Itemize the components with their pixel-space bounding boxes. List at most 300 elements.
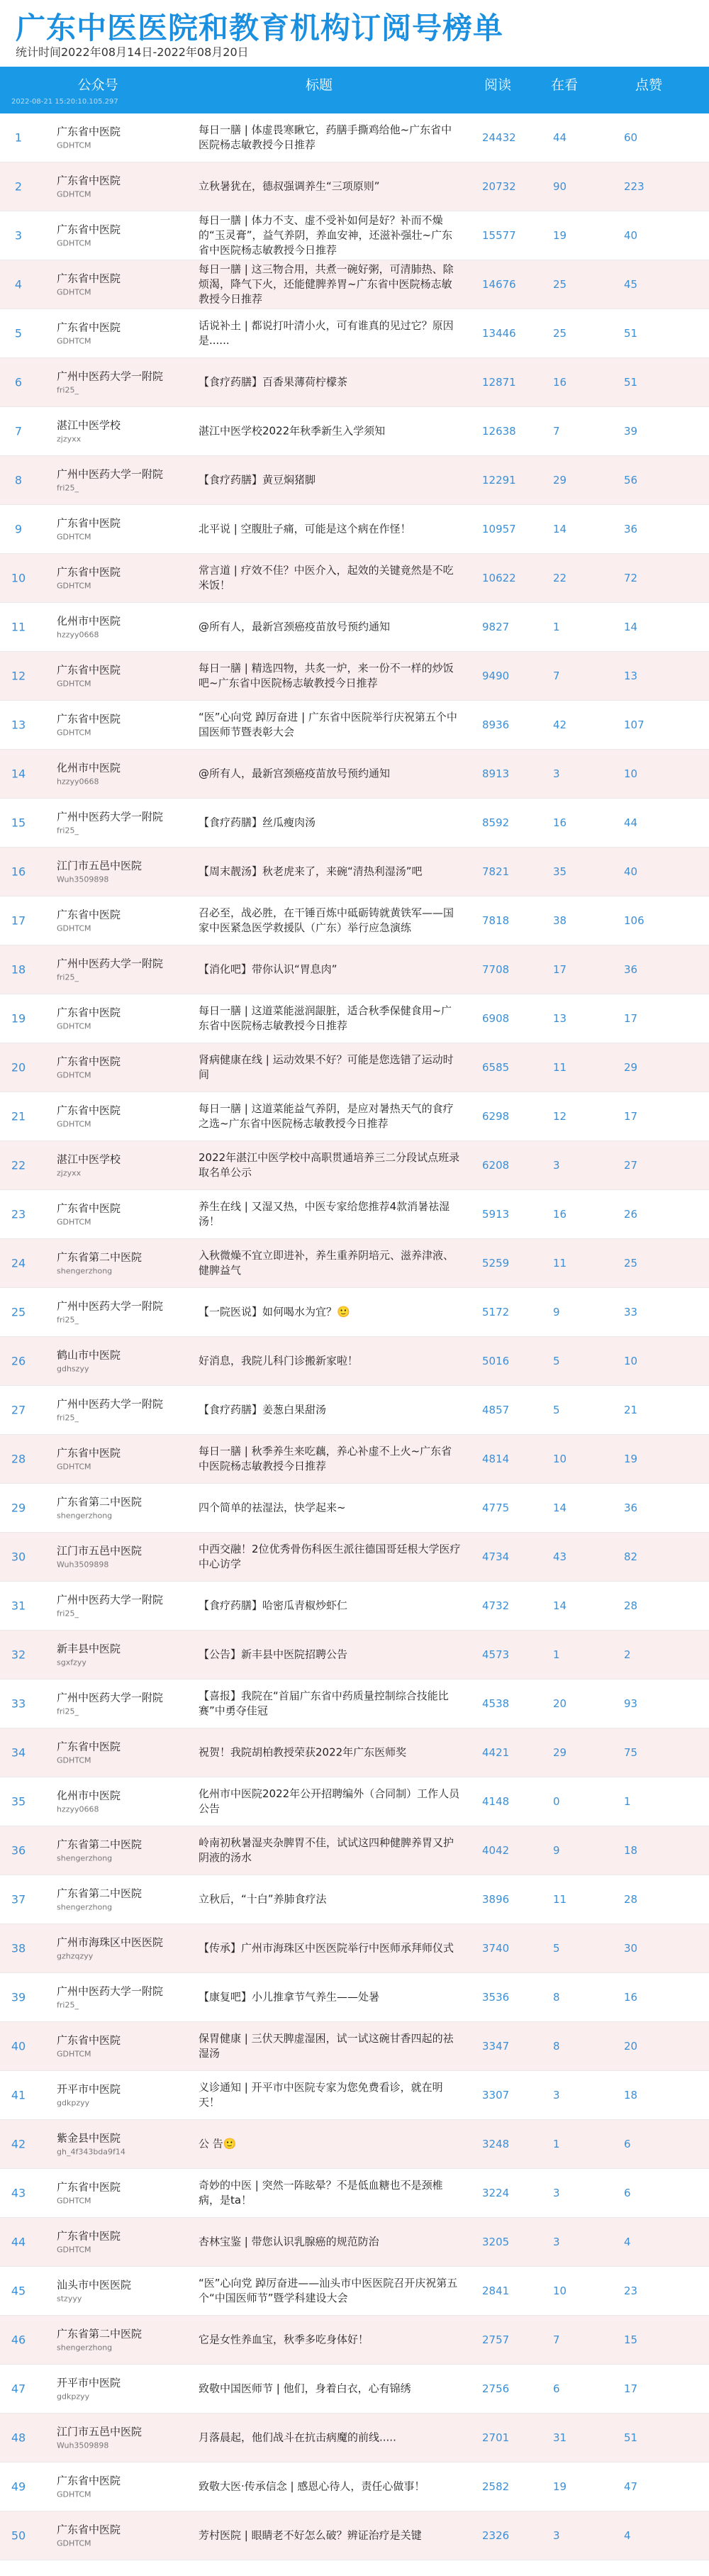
account-id: GDHTCM [57,189,91,199]
article-title-link[interactable]: 【康复吧】小儿推拿节气养生——处暑 [199,1990,380,2004]
like-count: 44 [624,816,638,829]
table-row[interactable] [0,945,709,994]
look-count: 12 [553,1110,567,1123]
like-count: 36 [624,1501,638,1514]
account-id: Wuh3509898 [57,875,109,884]
article-title-link[interactable]: 【食疗药膳】丝瓜瘦肉汤 [199,816,316,829]
read-count: 4421 [482,1746,510,1759]
article-title-link[interactable]: 芳村医院 | 眼睛老不好怎么破？辨证治疗是关键 [199,2528,422,2542]
account-id: gzhzqzyy [57,1951,94,1961]
article-title-link[interactable]: 每日一膳 | 体力不支、虚不受补如何是好？补而不燥的“玉灵膏”，益气养阴，养血安神，还滋补强壮~广东省中医院杨志敏教授今日推荐 [199,213,453,257]
like-count: 18 [624,2089,638,2102]
look-count: 3 [553,767,560,780]
account-id: shengerzhong [57,1853,113,1863]
account-name: 广东省中医院 [57,2474,121,2487]
article-title-link[interactable]: 每日一膳 | 这道菜能滋润龈脏，适合秋季保健食用~广东省中医院杨志敏教授今日推荐 [199,1004,452,1032]
account-name: 广东省中医院 [57,2523,121,2536]
table-row[interactable] [0,1386,709,1435]
article-title-link[interactable]: 【公告】新丰县中医院招聘公告 [199,1648,348,1661]
table-row[interactable] [0,1337,709,1386]
account-id: fri25_ [57,826,79,835]
rank-cell: 42 [11,2137,26,2151]
account-id: fri25_ [57,1609,79,1619]
account-id: fri25_ [57,2000,79,2010]
like-count: 107 [624,718,644,731]
account-name: 新丰县中医院 [57,1642,121,1655]
article-title-link[interactable]: 【食疗药膳】黄豆焖猪脚 [199,473,316,487]
account-cell [57,908,163,934]
table-row[interactable] [0,1826,709,1875]
table-row[interactable] [0,652,709,701]
article-title-link[interactable]: 祝贺！我院胡柏教授荣获2022年广东医师奖 [199,1745,407,1759]
account-name: 广东省中医院 [57,516,121,530]
like-count: 25 [624,1257,638,1270]
rank-cell: 10 [11,571,26,585]
look-count: 3 [553,2236,560,2248]
read-count: 6208 [482,1159,510,1172]
article-title-link[interactable]: 中西交融！2位优秀骨伤科医生派往德国哥廷根大学医疗中心访学 [199,1543,461,1570]
table-row[interactable] [0,2365,709,2414]
account-id: Wuh3509898 [57,1560,109,1570]
like-count: 45 [624,278,638,291]
article-title-link[interactable]: 湛江中医学校2022年秋季新生入学须知 [199,424,386,438]
look-count: 22 [553,572,567,584]
look-count: 5 [553,1404,560,1416]
look-count: 42 [553,718,567,731]
table-row[interactable] [0,358,709,407]
read-count: 5172 [482,1306,510,1318]
article-title-link[interactable]: 立秋后，“十白”养肺食疗法 [199,1892,327,1906]
table-row[interactable] [0,1631,709,1680]
table-row[interactable] [0,505,709,554]
article-title-link[interactable]: 月落晨起，他们战斗在抗击病魔的前线..... [199,2431,396,2444]
article-title-link[interactable]: 岭南初秋暑湿夹杂脾胃不佳，试试这四种健脾养胃又护阴液的汤水 [199,1836,454,1864]
look-count: 17 [553,963,567,976]
look-count: 35 [553,865,567,878]
rank-cell: 8 [14,473,23,487]
like-count: 30 [624,1942,638,1955]
account-id: GDHTCM [57,923,91,933]
account-cell [57,1104,163,1130]
like-count: 26 [624,1208,638,1221]
account-name: 广州中医药大学一附院 [57,810,164,823]
like-count: 36 [624,963,638,976]
rank-cell: 1 [14,131,23,145]
account-id: GDHTCM [57,336,91,346]
table-row[interactable] [0,2022,709,2071]
account-id: fri25_ [57,385,79,395]
account-cell [57,467,163,494]
table-row[interactable] [0,2511,709,2560]
read-count: 2326 [482,2529,510,2542]
account-name: 广东省中医院 [57,321,121,334]
article-title-link[interactable]: 【食疗药膳】哈密瓜青椒炒虾仁 [199,1599,348,1612]
account-cell [57,1250,163,1277]
account-name: 广东省中医院 [57,565,121,579]
account-name: 广东省中医院 [57,2180,121,2194]
table-row[interactable] [0,1435,709,1484]
article-title-link[interactable]: 【消化吧】带你认识“胃息肉” [199,962,337,976]
read-count: 12871 [482,376,516,389]
table-row[interactable] [0,1092,709,1141]
account-id: GDHTCM [57,728,91,738]
account-cell [57,321,163,347]
read-count: 10957 [482,523,516,535]
account-cell [57,2131,163,2158]
account-id: GDHTCM [57,2538,91,2548]
account-id: GDHTCM [57,2245,91,2255]
read-count: 4042 [482,1844,510,1857]
account-cell [57,614,163,640]
account-cell [57,1348,163,1375]
article-title-link[interactable]: 肾病健康在线 | 运动效果不好？可能是您选错了运动时间 [199,1053,454,1081]
table-row[interactable] [0,2120,709,2169]
rank-cell: 24 [11,1256,26,1270]
like-count: 4 [624,2236,631,2248]
table-row[interactable] [0,896,709,945]
article-title-link[interactable]: 【食疗药膳】百香果薄荷柠檬茶 [199,375,348,389]
article-title-link[interactable]: 每日一膳 | 这三物合用，共煮一碗好粥，可清肺热、除烦渴，降气下火，还能健脾养胃~广东省中医院杨志敏教授今日推荐 [199,262,454,306]
rank-cell: 25 [11,1305,26,1319]
table-row[interactable] [0,1190,709,1239]
table-row[interactable] [0,2218,709,2267]
read-count: 4775 [482,1501,510,1514]
table-row[interactable] [0,1875,709,1924]
article-title-link[interactable]: 入秋微燥不宜立即进补，养生重养阴培元、滋养津液、健脾益气 [199,1249,454,1277]
account-name: 广东省中医院 [57,1055,121,1068]
rank-cell: 12 [11,669,26,683]
rank-cell: 2 [14,179,23,194]
rank-cell: 31 [11,1599,26,1613]
table-row[interactable] [0,2267,709,2316]
like-count: 223 [624,180,644,193]
account-cell [57,1740,163,1766]
account-cell [57,1887,163,1913]
article-title-link[interactable]: 四个简单的祛湿法，快学起来~ [199,1501,346,1514]
account-id: gdhszyy [57,1364,89,1374]
article-title-link[interactable]: “医”心向党 踔厉奋进 | 广东省中医院举行庆祝第五个中国医师节暨表彰大会 [199,711,457,738]
account-name: 广东省中医院 [57,663,121,677]
account-cell [57,1789,163,1815]
like-count: 28 [624,1599,638,1612]
article-title-link[interactable]: 召必至，战必胜，在干锤百炼中砥砺铸就黄铁军——国家中医紧急医学救援队（广东）举行应急演练 [199,906,454,934]
account-cell [57,370,163,396]
table-row[interactable] [0,260,709,309]
account-cell [57,1838,163,1864]
like-count: 21 [624,1404,638,1416]
read-count: 3896 [482,1893,510,1906]
rank-cell: 3 [14,228,23,243]
account-id: GDHTCM [57,581,91,591]
table-row[interactable] [0,848,709,896]
account-cell [57,1153,163,1179]
look-count: 0 [553,1795,560,1808]
table-row[interactable] [0,2316,709,2365]
table-row[interactable] [0,1239,709,1288]
account-id: fri25_ [57,1315,79,1325]
account-name: 广州中医药大学一附院 [57,957,164,970]
article-title-link[interactable]: 养生在线 | 又湿又热，中医专家给您推荐4款消暑祛湿汤！ [199,1200,450,1228]
article-title-link[interactable]: 每日一膳 | 体虚畏寒瞅它，药膳手撕鸡给他~广东省中医院杨志敏教授今日推荐 [199,123,452,151]
look-count: 14 [553,1599,567,1612]
read-count: 3205 [482,2236,510,2248]
account-cell [57,565,163,592]
account-name: 广州中医药大学一附院 [57,1691,164,1704]
article-title-link[interactable]: 【周末靓汤】秋老虎来了，来碗“清热利湿汤”吧 [199,865,423,878]
rank-cell: 21 [11,1109,26,1123]
column-title: 标题 [305,77,333,93]
table-row[interactable] [0,2071,709,2120]
account-id: GDHTCM [57,1021,91,1031]
account-cell [57,810,163,836]
table-row[interactable] [0,1973,709,2022]
account-cell [57,1691,163,1717]
account-name: 广州中医药大学一附院 [57,1984,164,1998]
rank-cell: 11 [11,620,26,634]
read-count: 4573 [482,1648,510,1661]
read-count: 8592 [482,816,510,829]
rank-cell: 50 [11,2528,26,2543]
look-count: 6 [553,2382,560,2395]
table-row[interactable] [0,1582,709,1631]
rank-cell: 20 [11,1060,26,1075]
article-title-link[interactable]: 致敬大医·传承信念 | 感恩心待人，责任心做事！ [199,2480,425,2493]
read-count: 12638 [482,425,516,438]
article-title-link[interactable]: 常言道 | 疗效不佳？中医介入，起效的关键竟然是不吃米饭！ [199,564,454,592]
article-title-link[interactable]: 立秋暑犹在，德叔强调养生“三项原则” [199,179,380,193]
rank-cell: 38 [11,1941,26,1955]
read-count: 9490 [482,670,510,682]
look-count: 43 [553,1550,567,1563]
look-count: 25 [553,278,567,291]
like-count: 47 [624,2480,638,2493]
read-count: 3307 [482,2089,510,2102]
article-title-link[interactable]: 【食疗药膳】姜葱白果甜汤 [199,1403,327,1416]
rank-cell: 49 [11,2480,26,2494]
rank-cell: 26 [11,1354,26,1368]
like-count: 17 [624,2382,638,2395]
article-title-link[interactable]: 每日一膳 | 这道菜能益气养阴，是应对暑热天气的食疗之选~广东省中医院杨志敏教授今日推荐 [199,1102,454,1130]
article-title-link[interactable]: 保胃健康 | 三伏天脾虚湿困，试一试这碗甘香四起的祛湿汤 [199,2032,454,2060]
account-id: fri25_ [57,1706,79,1716]
account-name: 广东省第二中医院 [57,2327,143,2341]
like-count: 51 [624,327,638,340]
like-count: 19 [624,1453,638,1465]
article-title-link[interactable]: 杏林宝鉴 | 带您认识乳腺癌的规范防治 [199,2235,379,2248]
account-name: 江门市五邑中医院 [57,2425,143,2438]
like-count: 60 [624,131,638,144]
like-count: 75 [624,1746,638,1759]
account-name: 广州中医药大学一附院 [57,370,164,383]
table-row[interactable] [0,1484,709,1533]
account-cell [57,1006,163,1032]
column-rank [0,67,37,113]
account-id: GDHTCM [57,2049,91,2059]
account-id: shengerzhong [57,1902,113,1912]
account-id: fri25_ [57,972,79,982]
table-row[interactable] [0,554,709,603]
look-count: 16 [553,1208,567,1221]
like-count: 6 [624,2138,631,2150]
article-title-link[interactable]: 义诊通知 | 开平市中医院专家为您免费看诊，就在明天！ [199,2081,443,2109]
article-title-link[interactable]: 奇妙的中医 | 突然一阵眩晕？不是低血糖也不是颈椎病，是ta！ [199,2179,443,2206]
account-name: 紫金县中医院 [57,2131,121,2145]
table-row[interactable] [0,113,709,162]
look-count: 11 [553,1257,567,1270]
table-row[interactable] [0,162,709,211]
like-count: 51 [624,2431,638,2444]
table-row[interactable] [0,701,709,750]
column-look: 在看 [550,77,578,93]
table-row[interactable] [0,1141,709,1190]
article-title-link[interactable]: @所有人，最新宫颈癌疫苗放号预约通知 [199,620,391,633]
account-name: 广州市海珠区中医医院 [57,1936,164,1949]
like-count: 39 [624,425,638,438]
table-row[interactable] [0,1924,709,1973]
look-count: 10 [553,1453,567,1465]
read-count: 7818 [482,914,510,927]
account-id: hzzyy0668 [57,630,99,640]
account-cell [57,2474,163,2500]
table-row[interactable] [0,1288,709,1337]
article-title-link[interactable]: 每日一膳 | 秋季养生来吃藕，养心补虚不上火~广东省中医院杨志敏教授今日推荐 [199,1445,452,1472]
rank-cell: 18 [11,962,26,977]
like-count: 29 [624,1061,638,1074]
rank-cell: 45 [11,2284,26,2298]
table-row[interactable] [0,750,709,799]
table-row[interactable] [0,1728,709,1777]
read-count: 3740 [482,1942,510,1955]
account-id: fri25_ [57,1413,79,1423]
rank-cell: 6 [14,375,23,389]
read-count: 24432 [482,131,516,144]
look-count: 1 [553,1648,560,1661]
rank-cell: 39 [11,1990,26,2004]
look-count: 3 [553,1159,560,1172]
article-title-link[interactable]: 好消息，我院儿科门诊搬新家啦！ [199,1354,359,1367]
account-cell [57,1446,163,1472]
article-title-link[interactable]: 它是女性养血宝，秋季多吃身体好！ [199,2333,369,2346]
read-count: 2841 [482,2284,510,2297]
stat-time-range: 统计时间2022年08月14日-2022年08月20日 [16,45,249,59]
account-id: Wuh3509898 [57,2441,109,2450]
table-row[interactable] [0,407,709,456]
like-count: 72 [624,572,638,584]
table-row[interactable] [0,456,709,505]
read-count: 4732 [482,1599,510,1612]
account-name: 广东省中医院 [57,2229,121,2243]
account-id: hzzyy0668 [57,777,99,787]
article-title-link[interactable]: 【喜报】我院在“首届广东省中药质量控制综合技能比赛”中勇夺佳冠 [199,1689,449,1717]
rank-cell: 13 [11,718,26,732]
account-id: gdkpzyy [57,2098,90,2108]
look-count: 13 [553,1012,567,1025]
article-title-link[interactable]: 话说补土 | 都说打叶清小火，可有谁真的见过它？原因是...... [199,319,454,347]
account-name: 广州中医药大学一附院 [57,1299,164,1313]
read-count: 5913 [482,1208,510,1221]
read-count: 4148 [482,1795,510,1808]
table-row[interactable] [0,309,709,358]
read-count: 7708 [482,963,510,976]
look-count: 1 [553,621,560,633]
like-count: 2 [624,1648,631,1661]
table-row[interactable] [0,1777,709,1826]
look-count: 5 [553,1355,560,1367]
article-title-link[interactable]: 化州市中医院2022年公开招聘编外（合同制）工作人员公告 [199,1787,460,1815]
like-count: 15 [624,2333,638,2346]
read-count: 7821 [482,865,510,878]
account-name: 广州中医药大学一附院 [57,1593,164,1606]
account-name: 广东省第二中医院 [57,1887,143,1900]
read-count: 6585 [482,1061,510,1074]
article-title-link[interactable]: 【一院医说】如何喝水为宜？🙂 [199,1305,350,1318]
look-count: 9 [553,1306,560,1318]
article-title-link[interactable]: 公 告🙂 [199,2137,237,2150]
table-row[interactable] [0,603,709,652]
article-title-link[interactable]: 每日一膳 | 精选四物，共炙一炉，来一份不一样的炒饭吧~广东省中医院杨志敏教授今日推荐 [199,662,454,689]
table-row[interactable] [0,1043,709,1092]
table-row[interactable] [0,994,709,1043]
article-title-link[interactable]: 致敬中国医师节 | 他们，身着白衣，心有锦绣 [199,2382,411,2395]
article-title-link[interactable]: “医”心向党 踔厉奋进——汕头市中医医院召开庆祝第五个“中国医师节”暨学科建设大会 [199,2277,458,2304]
account-cell [57,2523,163,2549]
look-count: 14 [553,1501,567,1514]
account-id: GDHTCM [57,287,91,297]
rank-cell: 19 [11,1011,26,1026]
table-row[interactable] [0,211,709,260]
read-count: 3224 [482,2187,510,2199]
account-cell [57,2425,163,2451]
table-row[interactable] [0,2463,709,2511]
table-row[interactable] [0,1533,709,1582]
read-count: 14676 [482,278,516,291]
look-count: 16 [553,376,567,389]
look-count: 5 [553,1942,560,1955]
look-count: 7 [553,670,560,682]
account-cell [57,2033,163,2060]
account-cell [57,1201,163,1228]
ranking-table [0,113,709,2560]
like-count: 36 [624,523,638,535]
like-count: 6 [624,2187,631,2199]
look-count: 44 [553,131,567,144]
generation-stamp: 2022-08-21 15:20:10.105.297 [11,98,118,106]
account-name: 汕头市中医医院 [57,2278,132,2292]
article-title-link[interactable]: 【传承】广州市海珠区中医医院举行中医师承拜师仪式 [199,1941,454,1955]
table-row[interactable] [0,2169,709,2218]
read-count: 20732 [482,180,516,193]
read-count: 5259 [482,1257,510,1270]
account-id: GDHTCM [57,1070,91,1080]
account-name: 化州市中医院 [57,1789,121,1802]
article-title-link[interactable]: @所有人，最新宫颈癌疫苗放号预约通知 [199,767,391,780]
rank-cell: 46 [11,2333,26,2347]
table-row[interactable] [0,2414,709,2463]
look-count: 10 [553,2284,567,2297]
rank-cell: 16 [11,865,26,879]
like-count: 20 [624,2040,638,2053]
like-count: 17 [624,1110,638,1123]
table-row[interactable] [0,799,709,848]
look-count: 7 [553,425,560,438]
article-title-link[interactable]: 北平说 | 空腹肚子痛，可能是这个病在作怪！ [199,522,411,535]
article-title-link[interactable]: 2022年湛江中医学校中高职贯通培养三二分段试点班录取名单公示 [199,1151,460,1179]
account-cell [57,516,163,543]
table-row[interactable] [0,1680,709,1728]
like-count: 27 [624,1159,638,1172]
account-id: gdkpzyy [57,2392,90,2402]
read-count: 4538 [482,1697,510,1710]
